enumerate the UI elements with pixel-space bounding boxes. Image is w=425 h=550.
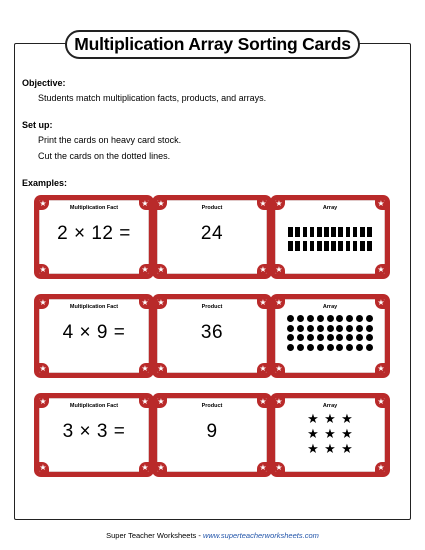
star-icon: ★: [156, 264, 167, 275]
array-dot: [307, 344, 314, 351]
array-bar: [346, 227, 351, 237]
array-bar: [331, 227, 336, 237]
array-bar: [295, 227, 300, 237]
fact-value: 4 × 9 =: [62, 322, 126, 343]
product-card: [156, 199, 268, 275]
array-bar: [324, 227, 329, 237]
product-value: 9: [206, 421, 218, 442]
star-icon: ★: [38, 363, 49, 374]
star-icon: ★: [257, 397, 268, 408]
star-icon: ★: [139, 363, 150, 374]
star-icon: ★: [156, 462, 167, 473]
array-star-icon: ★: [324, 411, 336, 426]
array-bar: [303, 241, 308, 251]
card-label: Product: [201, 403, 223, 409]
array-bar: [303, 227, 308, 237]
array-dot: [366, 344, 373, 351]
star-array: [275, 412, 385, 456]
page-title: Multiplication Array Sorting Cards: [65, 30, 360, 59]
objective-text: Students match multiplication facts, products, and arrays.: [38, 93, 267, 103]
array-bar: [367, 241, 372, 251]
array-bar: [360, 241, 365, 251]
array-dot: [366, 315, 373, 322]
examples-heading: Examples:: [22, 178, 68, 188]
array-dot: [317, 334, 324, 341]
array-dot: [346, 315, 353, 322]
card-label: Array: [322, 304, 338, 310]
array-dot: [366, 334, 373, 341]
array-dot: [297, 325, 304, 332]
fact-card: [38, 298, 150, 374]
array-bar: [295, 241, 300, 251]
array-star-icon: ★: [307, 441, 319, 456]
array-card: [274, 397, 386, 473]
star-icon: ★: [139, 462, 150, 473]
array-dot: [346, 344, 353, 351]
star-icon: ★: [156, 199, 167, 210]
product-card: [156, 397, 268, 473]
card-label: Multiplication Fact: [69, 403, 119, 409]
array-dot: [336, 315, 343, 322]
array-dot: [336, 325, 343, 332]
star-icon: ★: [38, 298, 49, 309]
fact-card: [38, 199, 150, 275]
array-card: [274, 199, 386, 275]
array-bar: [317, 241, 322, 251]
array-dot: [356, 315, 363, 322]
card-label: Multiplication Fact: [69, 304, 119, 310]
array-dot: [327, 334, 334, 341]
array-dot: [317, 344, 324, 351]
star-icon: ★: [375, 363, 386, 374]
array-bar: [346, 241, 351, 251]
star-icon: ★: [139, 264, 150, 275]
footer: [0, 531, 425, 540]
star-icon: ★: [156, 363, 167, 374]
array-star-icon: ★: [307, 426, 319, 441]
array-star-icon: ★: [341, 441, 353, 456]
star-icon: ★: [375, 199, 386, 210]
array-dot: [356, 344, 363, 351]
star-icon: ★: [139, 298, 150, 309]
star-icon: ★: [139, 397, 150, 408]
star-icon: ★: [139, 199, 150, 210]
array-dot: [287, 334, 294, 341]
fact-value: 3 × 3 =: [62, 421, 126, 442]
footer-url[interactable]: www.superteacherworksheets.com: [202, 531, 319, 540]
array-dot: [336, 334, 343, 341]
product-card: [156, 298, 268, 374]
fact-value: 2 × 12 =: [57, 223, 131, 244]
array-bar: [324, 241, 329, 251]
star-icon: ★: [375, 264, 386, 275]
star-icon: ★: [38, 462, 49, 473]
fact-card: [38, 397, 150, 473]
array-bar: [353, 241, 358, 251]
star-icon: ★: [38, 264, 49, 275]
array-dot: [327, 325, 334, 332]
array-dot: [297, 334, 304, 341]
objective-heading: Objective:: [22, 78, 66, 88]
footer-brand: Super Teacher Worksheets: [106, 531, 197, 540]
array-star-icon: ★: [341, 426, 353, 441]
card-label: Product: [201, 304, 223, 310]
array-card: [274, 298, 386, 374]
array-dot: [287, 344, 294, 351]
array-star-icon: ★: [324, 441, 336, 456]
star-icon: ★: [375, 462, 386, 473]
card-label: Product: [201, 205, 223, 211]
setup-line-1: Print the cards on heavy card stock.: [38, 135, 182, 145]
star-icon: ★: [38, 397, 49, 408]
array-dot: [307, 315, 314, 322]
array-bar: [331, 241, 336, 251]
array-dot: [327, 315, 334, 322]
card-label: Multiplication Fact: [69, 205, 119, 211]
array-bar: [338, 241, 343, 251]
array-dot: [287, 325, 294, 332]
array-dot: [346, 325, 353, 332]
array-bar: [310, 241, 315, 251]
array-bar: [288, 227, 293, 237]
array-dot: [317, 315, 324, 322]
array-dot: [346, 334, 353, 341]
array-dot: [356, 334, 363, 341]
star-icon: ★: [274, 462, 285, 473]
star-icon: ★: [257, 264, 268, 275]
array-dot: [307, 334, 314, 341]
setup-heading: Set up:: [22, 120, 53, 130]
array-dot: [297, 344, 304, 351]
star-icon: ★: [274, 298, 285, 309]
star-icon: ★: [375, 298, 386, 309]
array-dot: [327, 344, 334, 351]
star-icon: ★: [257, 363, 268, 374]
product-value: 36: [200, 322, 224, 343]
array-dot: [307, 325, 314, 332]
star-icon: ★: [274, 199, 285, 210]
product-value: 24: [200, 223, 224, 244]
array-bar: [288, 241, 293, 251]
array-bar: [360, 227, 365, 237]
footer-separator: -: [196, 531, 203, 540]
star-icon: ★: [274, 264, 285, 275]
star-icon: ★: [257, 199, 268, 210]
star-icon: ★: [375, 397, 386, 408]
array-bar: [317, 227, 322, 237]
array-dot: [356, 325, 363, 332]
array-star-icon: ★: [324, 426, 336, 441]
array-bar: [367, 227, 372, 237]
star-icon: ★: [257, 298, 268, 309]
array-bar: [353, 227, 358, 237]
array-dot: [287, 315, 294, 322]
setup-line-2: Cut the cards on the dotted lines.: [38, 151, 171, 161]
star-icon: ★: [274, 397, 285, 408]
array-dot: [317, 325, 324, 332]
star-icon: ★: [38, 199, 49, 210]
array-bar: [338, 227, 343, 237]
star-icon: ★: [274, 363, 285, 374]
card-label: Array: [322, 403, 338, 409]
array-dot: [297, 315, 304, 322]
array-star-icon: ★: [341, 411, 353, 426]
array-dot: [336, 344, 343, 351]
array-star-icon: ★: [307, 411, 319, 426]
star-icon: ★: [156, 298, 167, 309]
array-bar: [310, 227, 315, 237]
star-icon: ★: [257, 462, 268, 473]
array-dot: [366, 325, 373, 332]
card-label: Array: [322, 205, 338, 211]
dot-array: [275, 315, 385, 351]
bar-array: [275, 227, 385, 251]
star-icon: ★: [156, 397, 167, 408]
